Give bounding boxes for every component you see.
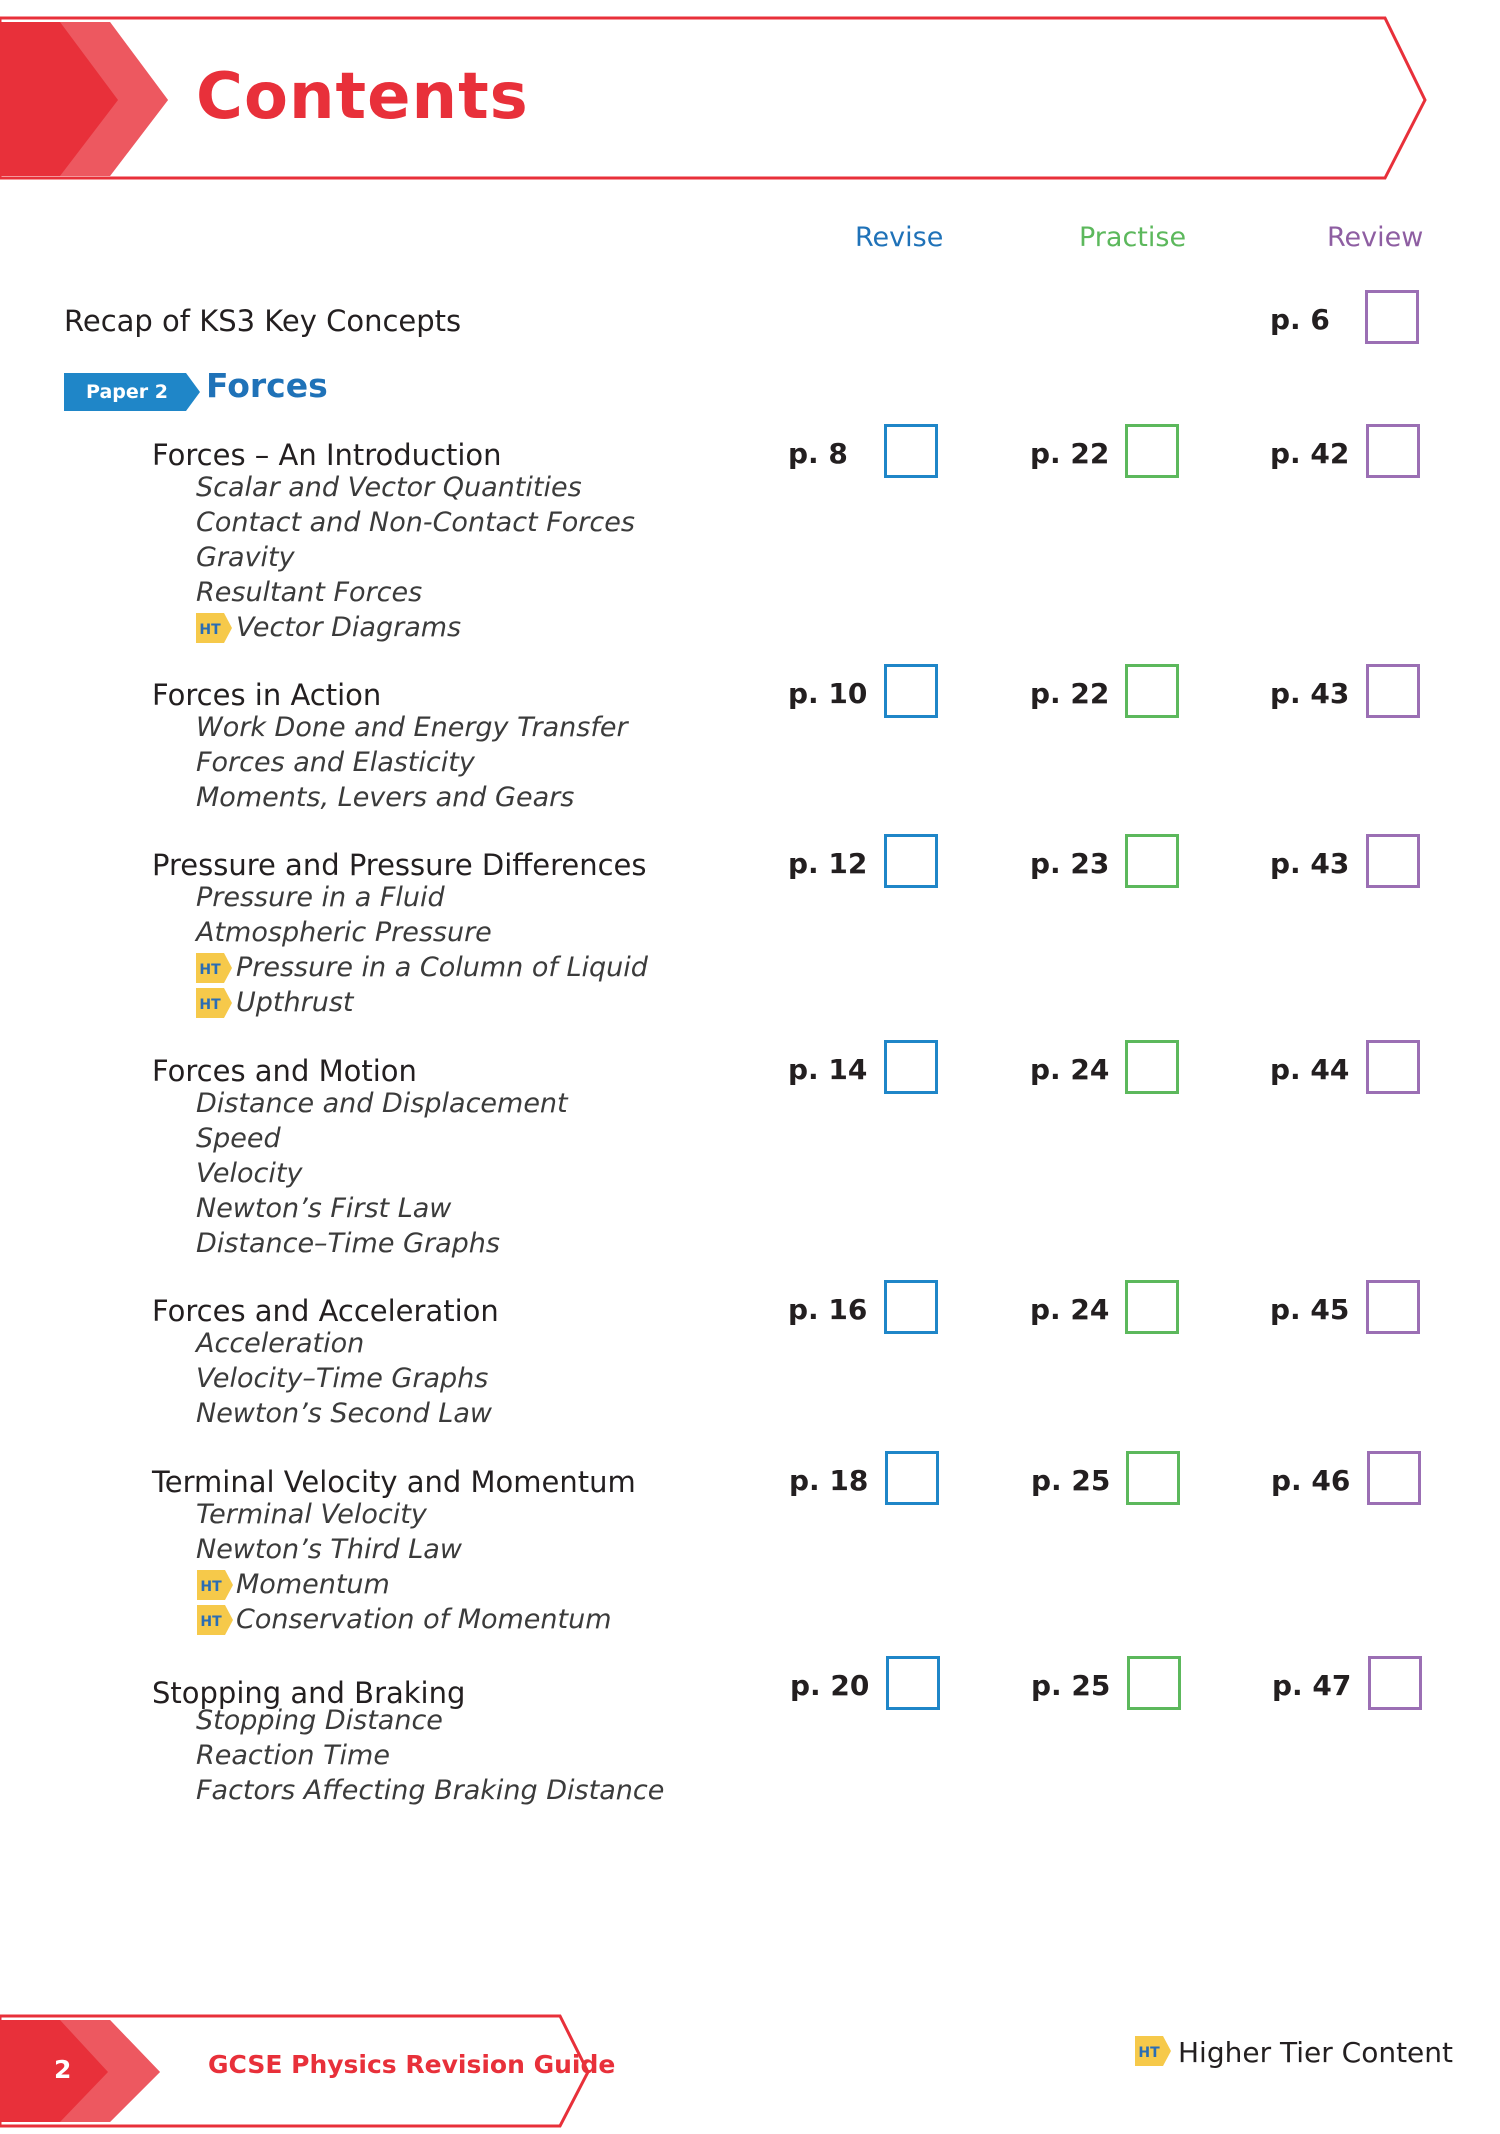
review-checkbox[interactable]	[1366, 834, 1420, 888]
topic-title: Pressure and Pressure Differences	[152, 848, 647, 882]
practise-checkbox[interactable]	[1125, 1280, 1179, 1334]
review-page: p. 42	[1270, 437, 1350, 470]
review-checkbox[interactable]	[1367, 1451, 1421, 1505]
review-checkbox[interactable]	[1368, 1656, 1422, 1710]
revise-page: p. 8	[788, 437, 848, 470]
subtopic: Gravity	[196, 542, 295, 573]
column-header-revise: Revise	[855, 222, 944, 253]
revise-page: p. 14	[788, 1053, 868, 1086]
revise-checkbox[interactable]	[886, 1656, 940, 1710]
revise-page: p. 20	[790, 1669, 870, 1702]
revise-page: p. 12	[788, 847, 868, 880]
revise-checkbox[interactable]	[884, 1040, 938, 1094]
practise-page: p. 23	[1030, 847, 1110, 880]
practise-page: p. 24	[1030, 1293, 1110, 1326]
revise-page: p. 16	[788, 1293, 868, 1326]
subtopic: Moments, Levers and Gears	[196, 782, 575, 813]
paper-tag: Paper 2	[86, 381, 168, 403]
ht-badge-label: HT	[1138, 2045, 1160, 2061]
topic-title: Forces and Acceleration	[152, 1294, 499, 1328]
ht-badge-label: HT	[200, 1579, 222, 1595]
revise-checkbox[interactable]	[884, 664, 938, 718]
subtopic: Distance and Displacement	[196, 1088, 568, 1119]
page-number: 2	[54, 2055, 72, 2084]
review-page: p. 47	[1272, 1669, 1352, 1702]
subtopic: Work Done and Energy Transfer	[196, 712, 628, 743]
subtopic: Newton’s First Law	[196, 1193, 452, 1224]
revise-page: p. 10	[788, 677, 868, 710]
column-header-review: Review	[1327, 222, 1424, 253]
ht-badge-icon	[197, 1605, 233, 1635]
practise-page: p. 22	[1030, 677, 1110, 710]
ht-badge-icon	[1135, 2036, 1171, 2066]
subtopic: Newton’s Third Law	[196, 1534, 462, 1565]
subtopic: Velocity	[196, 1158, 303, 1189]
recap-label: Recap of KS3 Key Concepts	[64, 304, 462, 338]
practise-checkbox[interactable]	[1125, 1040, 1179, 1094]
topic-title: Forces and Motion	[152, 1054, 417, 1088]
subtopic: Speed	[196, 1123, 281, 1154]
ht-badge-icon	[196, 988, 232, 1018]
subtopic: Forces and Elasticity	[196, 747, 475, 778]
column-header-practise: Practise	[1079, 222, 1187, 253]
review-page: p. 45	[1270, 1293, 1350, 1326]
recap-review-page: p. 6	[1270, 303, 1330, 336]
recap-review-checkbox[interactable]	[1365, 290, 1419, 344]
ht-badge-label: HT	[199, 962, 221, 978]
subtopic: Terminal Velocity	[196, 1499, 427, 1530]
review-checkbox[interactable]	[1366, 1040, 1420, 1094]
subtopic: Upthrust	[236, 987, 354, 1018]
legend-label: Higher Tier Content	[1178, 2036, 1454, 2069]
practise-page: p. 22	[1030, 437, 1110, 470]
subtopic: Reaction Time	[196, 1740, 390, 1771]
section-title: Forces	[206, 366, 328, 405]
ht-badge-label: HT	[200, 1614, 222, 1630]
subtopic: Factors Affecting Braking Distance	[196, 1775, 665, 1806]
practise-checkbox[interactable]	[1125, 834, 1179, 888]
revise-checkbox[interactable]	[884, 424, 938, 478]
subtopic: Pressure in a Fluid	[196, 882, 445, 913]
review-page: p. 44	[1270, 1053, 1350, 1086]
revise-checkbox[interactable]	[884, 834, 938, 888]
subtopic: Contact and Non-Contact Forces	[196, 507, 635, 538]
review-checkbox[interactable]	[1366, 424, 1420, 478]
practise-checkbox[interactable]	[1127, 1656, 1181, 1710]
subtopic: Pressure in a Column of Liquid	[236, 952, 648, 983]
topic-title: Stopping and Braking	[152, 1676, 466, 1710]
subtopic: Stopping Distance	[196, 1705, 443, 1736]
subtopic: Vector Diagrams	[236, 612, 462, 643]
subtopic: Newton’s Second Law	[196, 1398, 492, 1429]
review-checkbox[interactable]	[1366, 1280, 1420, 1334]
subtopic: Distance–Time Graphs	[196, 1228, 500, 1259]
page-title: Contents	[196, 60, 529, 134]
practise-page: p. 25	[1031, 1669, 1111, 1702]
practise-checkbox[interactable]	[1126, 1451, 1180, 1505]
practise-page: p. 24	[1030, 1053, 1110, 1086]
practise-checkbox[interactable]	[1125, 424, 1179, 478]
practise-checkbox[interactable]	[1125, 664, 1179, 718]
ht-badge-icon	[196, 613, 232, 643]
topic-title: Forces – An Introduction	[152, 438, 502, 472]
revise-checkbox[interactable]	[884, 1280, 938, 1334]
review-page: p. 46	[1271, 1464, 1351, 1497]
subtopic: Resultant Forces	[196, 577, 423, 608]
revise-page: p. 18	[789, 1464, 869, 1497]
ht-badge-label: HT	[199, 622, 221, 638]
revise-checkbox[interactable]	[885, 1451, 939, 1505]
topic-title: Terminal Velocity and Momentum	[152, 1465, 636, 1499]
subtopic: Velocity–Time Graphs	[196, 1363, 489, 1394]
topic-title: Forces in Action	[152, 678, 382, 712]
ht-badge-icon	[197, 1570, 233, 1600]
subtopic: Atmospheric Pressure	[196, 917, 492, 948]
review-page: p. 43	[1270, 677, 1350, 710]
review-checkbox[interactable]	[1366, 664, 1420, 718]
subtopic: Scalar and Vector Quantities	[196, 472, 582, 503]
subtopic: Acceleration	[196, 1328, 365, 1359]
ht-badge-icon	[196, 953, 232, 983]
practise-page: p. 25	[1031, 1464, 1111, 1497]
ht-badge-label: HT	[199, 997, 221, 1013]
subtopic: Momentum	[236, 1569, 390, 1600]
review-page: p. 43	[1270, 847, 1350, 880]
subtopic: Conservation of Momentum	[236, 1604, 612, 1635]
footer-title: GCSE Physics Revision Guide	[208, 2050, 616, 2079]
